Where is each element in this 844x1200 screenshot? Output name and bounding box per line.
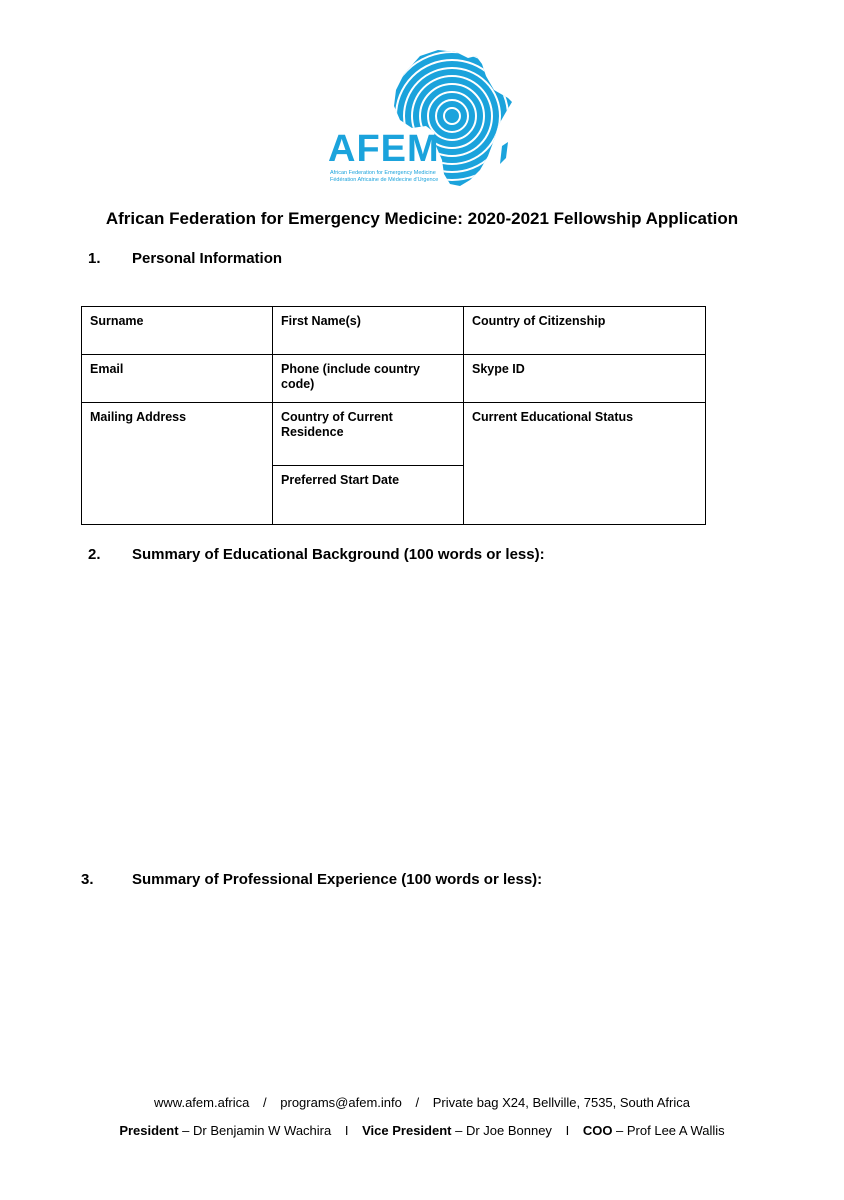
footer-email-link[interactable]: programs@afem.info	[280, 1095, 402, 1110]
table-row	[82, 307, 706, 355]
mailing-address-field[interactable]: Mailing Address	[82, 403, 273, 525]
afem-logo	[328, 46, 518, 192]
section-number: 2.	[88, 546, 101, 563]
logo-wordmark: AFEM	[328, 128, 440, 170]
vice-president-label: Vice President	[362, 1123, 452, 1138]
document-title: African Federation for Emergency Medicine: 2020-2021 Fellowship Application	[105, 209, 739, 228]
table-row	[82, 403, 706, 466]
footer-website-link[interactable]: www.afem.africa	[154, 1095, 250, 1110]
country-of-citizenship-field[interactable]: Country of Citizenship	[464, 307, 706, 355]
preferred-start-date-field[interactable]: Preferred Start Date	[273, 465, 464, 525]
professional-experience-answer-area[interactable]	[81, 900, 705, 1080]
personal-info-table	[81, 306, 706, 525]
coo-name: – Prof Lee A Wallis	[612, 1123, 725, 1138]
first-names-field[interactable]: First Name(s)	[273, 307, 464, 355]
country-of-residence-field[interactable]: Country of Current Residence	[273, 403, 464, 466]
footer-separator: /	[415, 1095, 420, 1110]
logo-subtitle-fr: Fédération Africaine de Médecine d'Urgence	[330, 177, 439, 183]
table-row	[82, 355, 706, 403]
section-title: Summary of Educational Background (100 words or less):	[132, 546, 545, 563]
president-name: – Dr Benjamin W Wachira	[178, 1123, 332, 1138]
footer-separator: /	[263, 1095, 267, 1110]
email-field[interactable]: Email	[82, 355, 273, 403]
section-number: 1.	[88, 250, 101, 267]
educational-status-field[interactable]: Current Educational Status	[464, 403, 706, 525]
footer-divider: I	[565, 1123, 570, 1138]
section-number: 3.	[81, 871, 94, 888]
footer-divider: I	[344, 1123, 349, 1138]
educational-background-answer-area[interactable]	[81, 575, 705, 855]
phone-field[interactable]: Phone (include country code)	[273, 355, 464, 403]
skype-id-field[interactable]: Skype ID	[464, 355, 706, 403]
footer-officers-line	[0, 1123, 844, 1138]
logo-subtitle-en: African Federation for Emergency Medicine	[330, 170, 436, 176]
coo-label: COO	[582, 1123, 613, 1138]
vice-president-name: – Dr Joe Bonney	[451, 1123, 552, 1138]
section-title: Summary of Professional Experience (100 words or less):	[132, 871, 543, 888]
president-label: President	[119, 1123, 179, 1138]
section-title: Personal Information	[132, 250, 283, 267]
surname-field[interactable]: Surname	[82, 307, 273, 355]
footer-contact-line	[0, 1095, 844, 1110]
footer-address: Private bag X24, Bellville, 7535, South Africa	[432, 1095, 690, 1110]
